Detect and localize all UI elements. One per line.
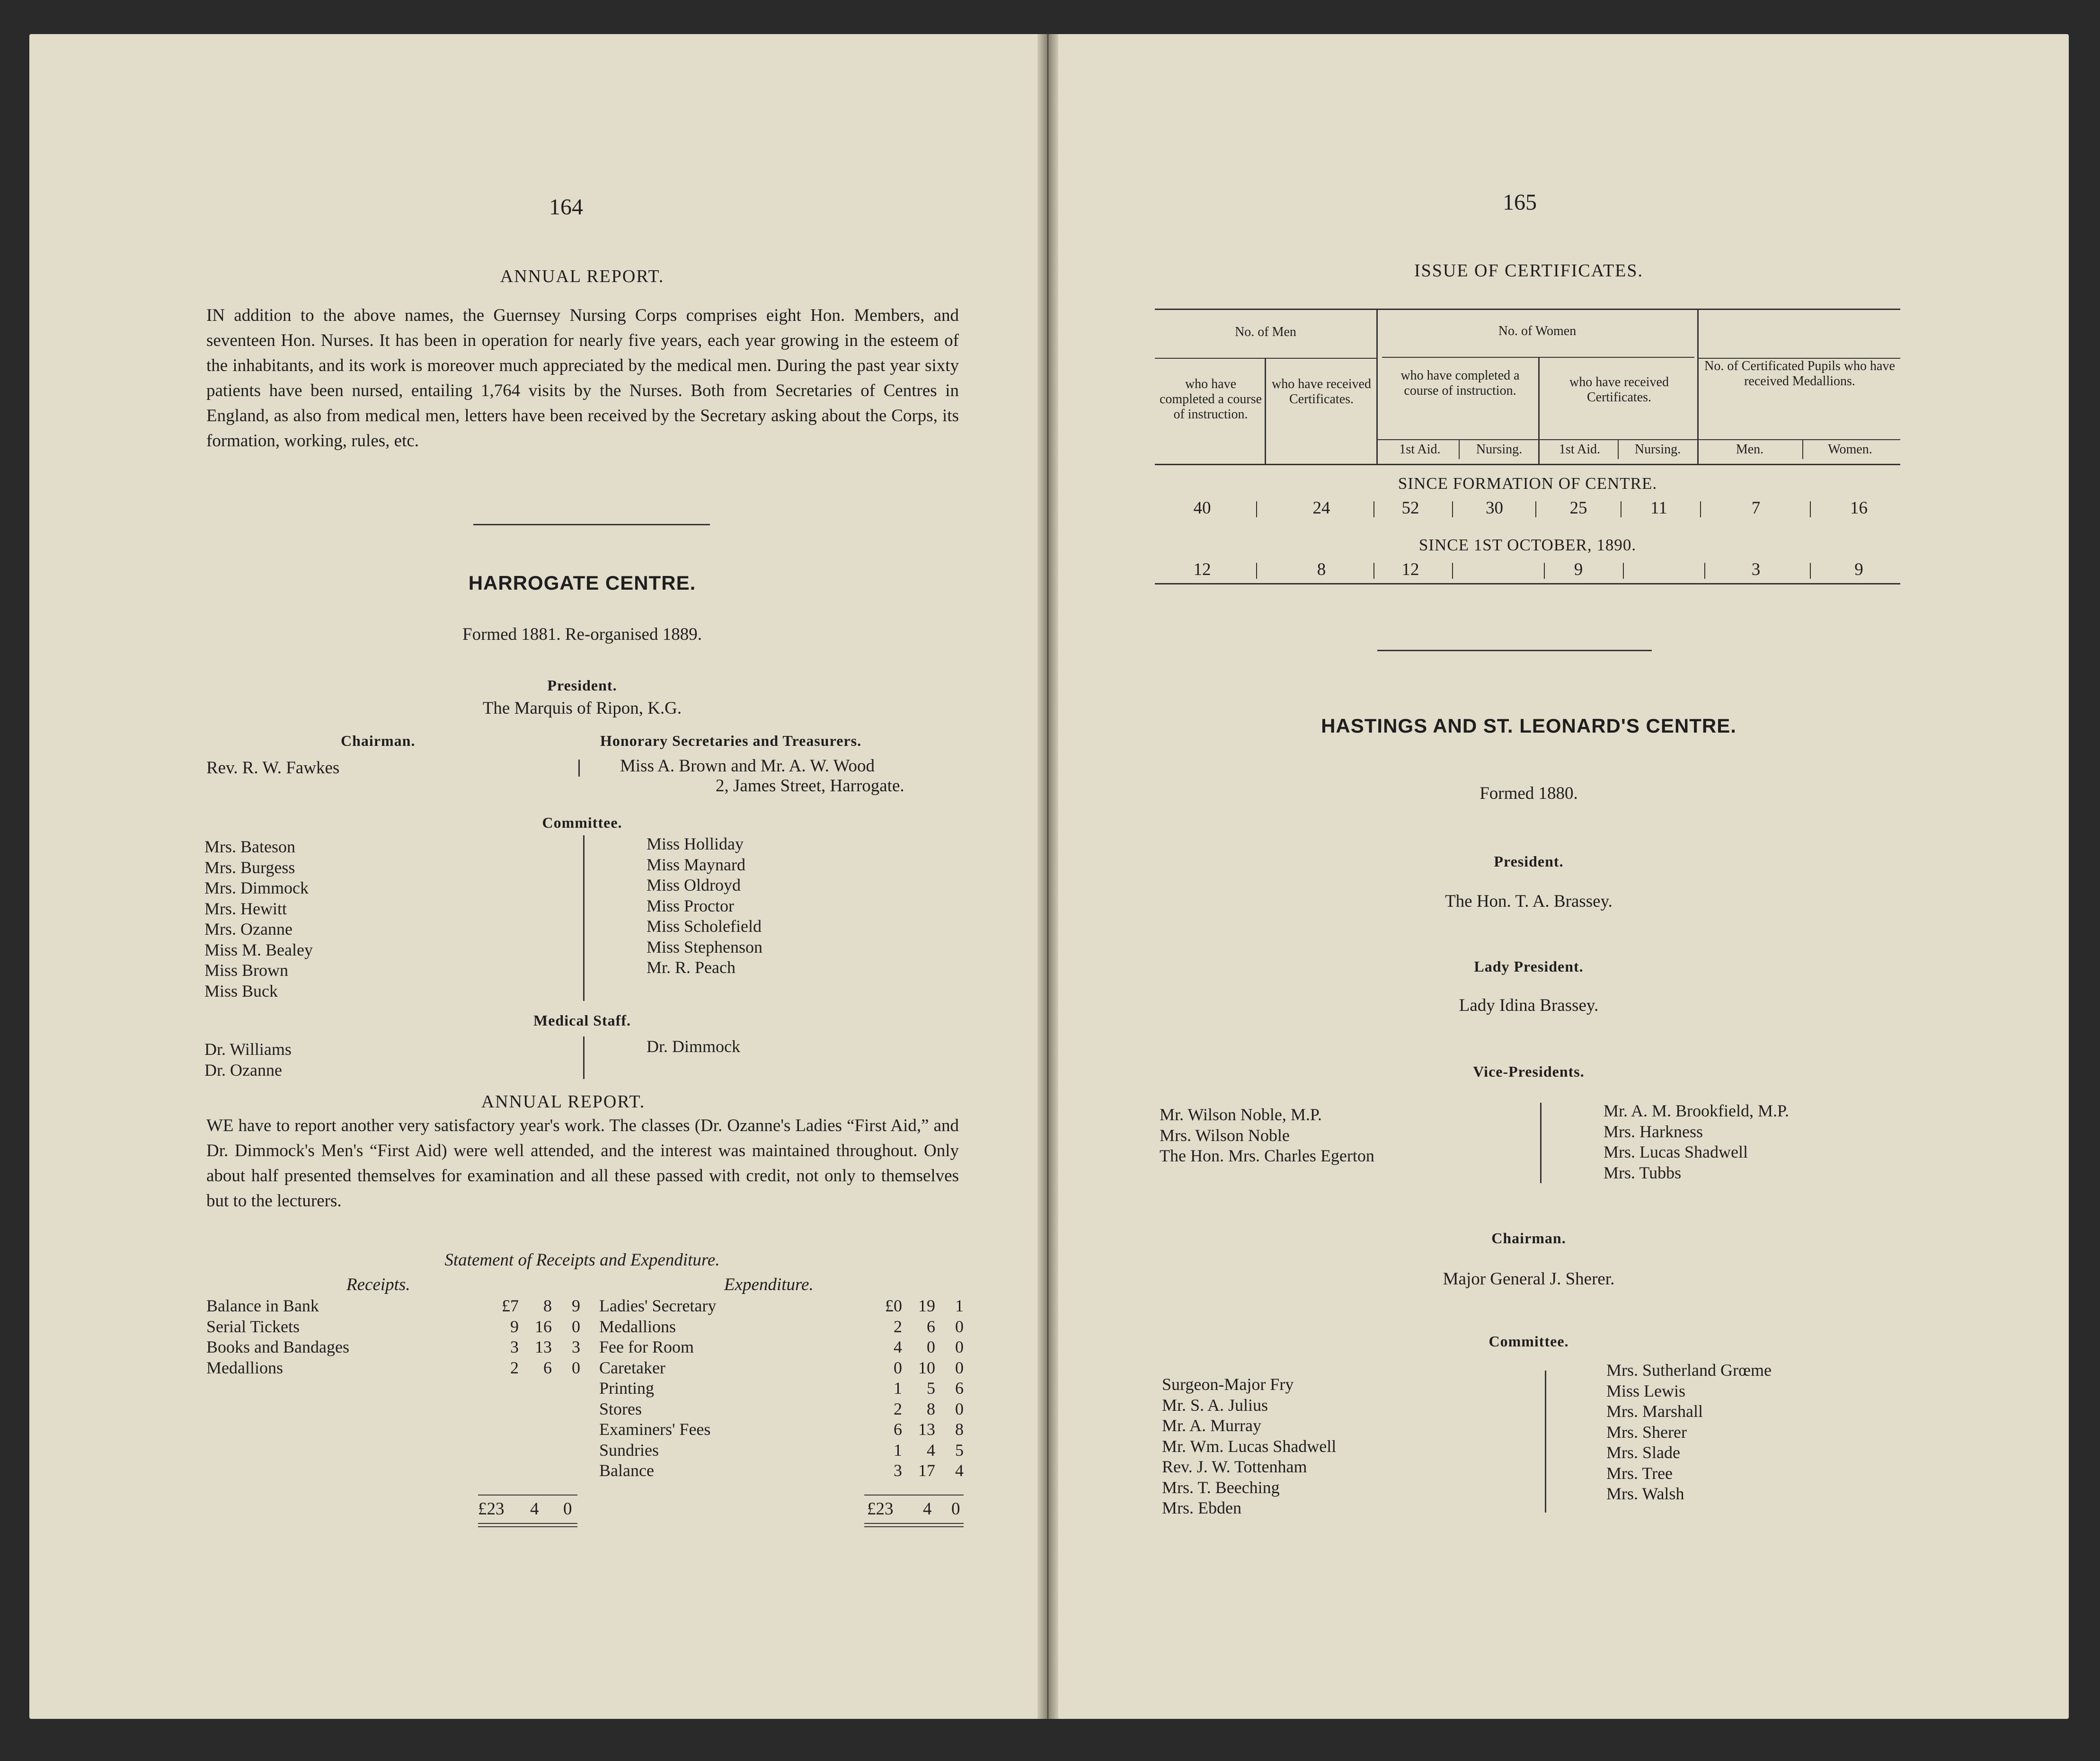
column-divider: [1618, 440, 1619, 459]
table-row: Serial Tickets 9 16 0: [206, 1317, 580, 1336]
expenditure-table: [599, 1296, 964, 1481]
vice-presidents-left: [1160, 1105, 1374, 1167]
list-item: Mrs. Wilson Noble: [1160, 1125, 1290, 1145]
list-item: Mr. R. Peach: [647, 958, 735, 977]
list-item: Mrs. Hewitt: [204, 899, 287, 918]
list-item: Mr. Wilson Noble, M.P.: [1160, 1105, 1322, 1124]
header-women-certificates: who have received Certificates.: [1569, 375, 1669, 405]
table-row: 12 | 8 | 12 | | 9 | | 3 | 9: [1193, 560, 1863, 579]
list-item: Miss Lewis: [1606, 1381, 1686, 1400]
table-row: Printing 1 5 6: [599, 1379, 964, 1398]
list-item: Mrs. Ozanne: [204, 920, 292, 938]
centre-title: HARROGATE CENTRE.: [468, 572, 696, 594]
president-label: President.: [1494, 853, 1564, 870]
sub-women: Women.: [1828, 442, 1872, 457]
list-item: Miss Oldroyd: [647, 876, 741, 894]
table-row: Caretaker 0 10 0: [599, 1358, 964, 1377]
annual-report-text: IN addition to the above names, the Guernsey Nursing Corps comprises eight Hon. Members, and seventeen Hon. Nurses. It has been in operation for nearly five years, each year growing in the esteem of the inhabitants, and its work is moreover much appreciated by the medical men. During the past year sixty patients have been nursed, entailing 1,764 visits by the Nurses. Both from Secretaries of Centres in England, as also from medical men, letters have been received by the Secretary asking about the Corps, its formation, working, rules, etc.: [206, 306, 959, 451]
annual-report-heading: ANNUAL REPORT.: [500, 266, 665, 286]
column-divider: [1459, 440, 1460, 459]
chairman-label: Chairman.: [1491, 1230, 1566, 1247]
table-row: Examiners' Fees 6 13 8: [599, 1420, 964, 1439]
header-women-completed: who have completed a course of instruction.: [1400, 368, 1520, 398]
table-row: Fee for Room 4 0 0: [599, 1337, 964, 1356]
expenditure-label: Expenditure.: [724, 1275, 814, 1294]
table-row: Books and Bandages 3 13 3: [206, 1337, 580, 1356]
chairman-name: Major General J. Sherer.: [1443, 1269, 1615, 1289]
list-item: Mrs. Harkness: [1604, 1122, 1703, 1141]
committee-right-list: [1606, 1360, 1772, 1504]
since-formation-label: SINCE FORMATION OF CENTRE.: [1398, 474, 1657, 493]
committee-left-list: [1162, 1374, 1336, 1519]
secretaries-label: Honorary Secretaries and Treasurers.: [600, 732, 862, 749]
list-item: Dr. Ozanne: [204, 1060, 282, 1080]
list-item: Mrs. Burgess: [204, 858, 295, 877]
column-divider: [583, 835, 585, 1001]
secretaries-line1: Miss A. Brown and Mr. A. W. Wood: [620, 756, 875, 776]
chairman-label: Chairman.: [341, 732, 416, 749]
column-divider: [1545, 1371, 1546, 1513]
list-item: Mrs. T. Beeching: [1162, 1478, 1280, 1497]
list-item: Miss Proctor: [647, 896, 735, 915]
committee-label: Committee.: [1489, 1333, 1569, 1350]
committee-right-list: [647, 834, 762, 978]
column-divider: [1265, 358, 1266, 464]
list-item: Mrs. Tree: [1606, 1463, 1673, 1483]
list-item: Miss Buck: [204, 981, 278, 1000]
column-divider: [1802, 440, 1803, 459]
table-row: Medallions 2 6 0: [599, 1317, 964, 1336]
list-item: Mr. Wm. Lucas Shadwell: [1162, 1436, 1337, 1456]
annual-report-text-2: WE have to report another very satisfactory year's work. The classes (Dr. Ozanne's Ladies “First Aid,” and Dr. Dimmock's Men's “First Aid) were well attended, and the interest was maintained throughout. Only about half presented themselves for examination and all these passed with credit, not only to themselves but to the lecturers.: [206, 1116, 959, 1211]
sub-nursing: Nursing.: [1476, 442, 1523, 457]
list-item: Surgeon-Major Fry: [1162, 1375, 1294, 1394]
list-item: Mrs. Lucas Shadwell: [1604, 1142, 1748, 1161]
list-item: Miss Scholefield: [647, 917, 762, 936]
table-row: 40 | 24 | 52 | 30 | 25 | 11 | 7 | 16: [1193, 498, 1868, 518]
section-divider: [473, 524, 710, 525]
medical-left-list: [204, 1039, 292, 1080]
header-subrule: [1155, 358, 1376, 359]
table-row: Balance in Bank £7 8 9: [206, 1296, 580, 1315]
sub-nursing: Nursing.: [1634, 442, 1681, 457]
total-double-rule: [864, 1523, 964, 1524]
list-item: Mr. S. A. Julius: [1162, 1395, 1268, 1415]
total-rule: [864, 1495, 964, 1496]
section-divider: [1377, 650, 1652, 651]
list-item: Mrs. Marshall: [1606, 1402, 1703, 1421]
list-item: Mrs. Sherer: [1606, 1422, 1687, 1442]
column-divider: [1538, 358, 1540, 464]
committee-label: Committee.: [542, 814, 622, 831]
centre-title: HASTINGS AND ST. LEONARD'S CENTRE.: [1321, 715, 1737, 737]
list-item: Mrs. Bateson: [204, 837, 295, 856]
total-double-rule: [864, 1526, 964, 1527]
page-number: 165: [1503, 190, 1537, 215]
formed-date: Formed 1880.: [1480, 784, 1578, 803]
president-label: President.: [547, 677, 617, 694]
column-divider: [1540, 1103, 1542, 1183]
president-name: The Marquis of Ripon, K.G.: [482, 699, 682, 718]
medical-right-list: [647, 1036, 740, 1057]
table-row: Medallions 2 6 0: [206, 1358, 580, 1377]
list-item: Miss M. Bealey: [204, 940, 313, 959]
list-item: Mrs. Sutherland Grœme: [1606, 1361, 1772, 1380]
table-bottom-rule: [1155, 583, 1900, 584]
table-row: Ladies' Secretary £0 19 1: [599, 1296, 964, 1315]
annual-report-heading-2: ANNUAL REPORT.: [481, 1092, 646, 1112]
list-item: Miss Stephenson: [647, 937, 763, 956]
list-item: The Hon. Mrs. Charles Egerton: [1160, 1146, 1374, 1165]
vice-presidents-right: [1604, 1101, 1789, 1183]
table-row: Stores 2 8 0: [599, 1399, 964, 1418]
table-header-rule: [1155, 464, 1900, 465]
total-double-rule: [478, 1526, 577, 1527]
list-item: Mrs. Walsh: [1606, 1484, 1684, 1503]
table-top-rule: [1155, 309, 1900, 310]
lady-president-label: Lady President.: [1474, 958, 1584, 975]
book-gutter: [1037, 34, 1058, 1719]
header-no-of-women: No. of Women: [1498, 324, 1577, 338]
list-item: Rev. J. W. Tottenham: [1162, 1457, 1307, 1476]
receipts-label: Receipts.: [346, 1275, 410, 1294]
sub-first-aid: 1st Aid.: [1559, 442, 1601, 457]
list-item: Mr. A. M. Brookfield, M.P.: [1604, 1101, 1790, 1120]
column-divider: [583, 1036, 585, 1079]
table-row: Balance 3 17 4: [599, 1461, 964, 1480]
header-subrule: [1377, 439, 1900, 440]
formed-date: Formed 1881. Re-organised 1889.: [462, 625, 702, 644]
header-medallions: No. of Certificated Pupils who have received Medallions.: [1704, 359, 1895, 389]
header-subrule: [1382, 357, 1694, 358]
list-item: Mrs. Tubbs: [1604, 1163, 1682, 1182]
column-divider: [1697, 310, 1699, 464]
list-item: Miss Holliday: [647, 834, 744, 853]
table-row: Sundries 1 4 5: [599, 1440, 964, 1460]
secretaries-line2: 2, James Street, Harrogate.: [716, 776, 904, 796]
list-item: Dr. Dimmock: [647, 1037, 740, 1056]
receipts-table: [206, 1296, 580, 1378]
page-number: 164: [549, 195, 583, 220]
list-item: Miss Maynard: [647, 855, 745, 874]
issue-heading: ISSUE OF CERTIFICATES.: [1414, 261, 1644, 281]
column-divider: [578, 760, 580, 777]
list-item: Miss Brown: [204, 961, 289, 980]
header-men-completed: who have completed a course of instruction.: [1159, 377, 1262, 422]
header-men-certificates: who have received Certificates.: [1272, 377, 1371, 407]
medical-staff-label: Medical Staff.: [533, 1012, 631, 1029]
total-rule: [478, 1495, 577, 1496]
list-item: Mrs. Ebden: [1162, 1498, 1241, 1517]
lady-president-name: Lady Idina Brassey.: [1459, 996, 1599, 1015]
list-item: Mrs. Dimmock: [204, 878, 309, 897]
total-double-rule: [478, 1523, 577, 1524]
vice-presidents-label: Vice-Presidents.: [1473, 1063, 1585, 1080]
list-item: Mrs. Slade: [1606, 1443, 1680, 1462]
committee-left-list: [204, 837, 313, 1001]
list-item: Dr. Williams: [204, 1040, 292, 1059]
statement-title: Statement of Receipts and Expenditure.: [444, 1250, 720, 1270]
sub-men: Men.: [1736, 442, 1764, 457]
list-item: Mr. A. Murray: [1162, 1416, 1261, 1435]
since-october-label: SINCE 1ST OCTOBER, 1890.: [1418, 536, 1637, 554]
sub-first-aid: 1st Aid.: [1399, 442, 1441, 457]
header-no-of-men: No. of Men: [1235, 325, 1296, 339]
chairman-name: Rev. R. W. Fawkes: [206, 758, 340, 778]
president-name: The Hon. T. A. Brassey.: [1445, 892, 1613, 911]
